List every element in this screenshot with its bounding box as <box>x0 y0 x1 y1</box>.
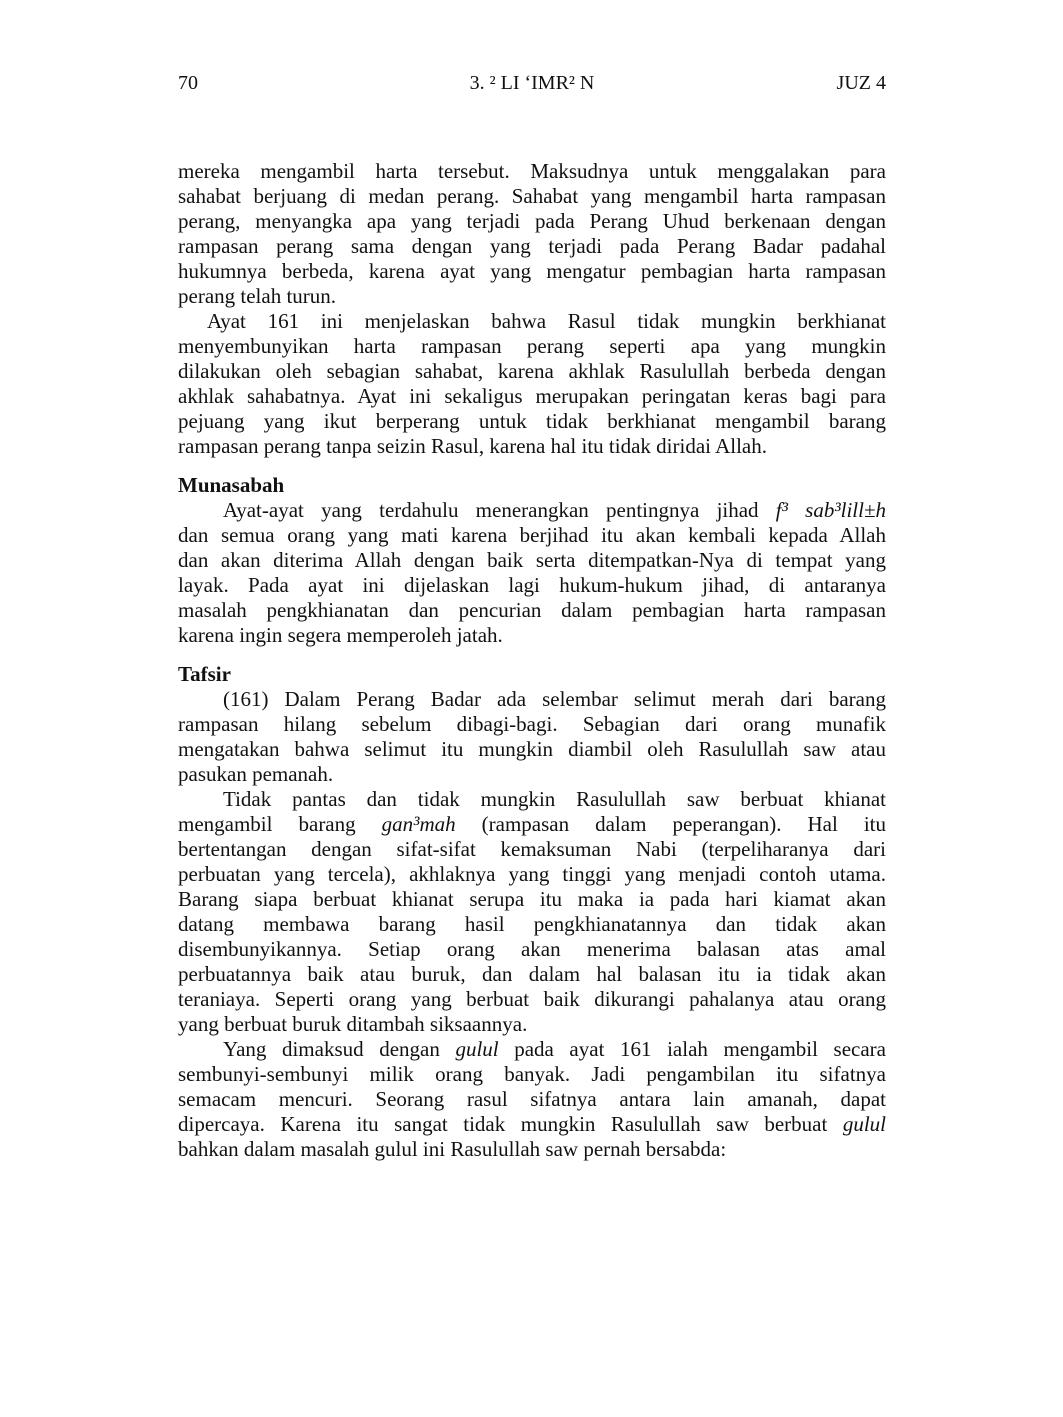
text-line <box>178 962 886 987</box>
text-line <box>178 498 886 523</box>
text-line <box>178 1087 886 1112</box>
text-run: sahabat berjuang di medan perang. Sahabat yang mengambil harta rampasan <box>178 184 886 208</box>
text-run: pasukan pemanah. <box>178 762 334 786</box>
text-run: bahkan dalam masalah gulul ini Rasulullah saw pernah bersabda: <box>178 1137 727 1161</box>
page-body <box>178 159 886 1162</box>
text-run: hukumnya berbeda, karena ayat yang mengatur pembagian harta rampasan <box>178 259 886 283</box>
italic-term: f³ sab³lill±h <box>775 498 886 522</box>
text-line <box>178 762 886 787</box>
text-run: teraniaya. Seperti orang yang berbuat baik dikurangi pahalanya atau orang <box>178 987 886 1011</box>
text-run: pejuang yang ikut berperang untuk tidak berkhianat mengambil barang <box>178 409 886 433</box>
text-line <box>178 887 886 912</box>
text-run: dilakukan oleh sebagian sahabat, karena akhlak Rasulullah berbeda dengan <box>178 359 886 383</box>
text-line <box>178 1112 886 1137</box>
text-run: karena ingin segera memperoleh jatah. <box>178 623 503 647</box>
text-line <box>178 409 886 434</box>
text-run: rampasan hilang sebelum dibagi-bagi. Sebagian dari orang munafik <box>178 712 886 736</box>
text-run: masalah pengkhianatan dan pencurian dalam pembagian harta rampasan <box>178 598 886 622</box>
text-run: dipercaya. Karena itu sangat tidak mungkin Rasulullah saw berbuat <box>178 1112 843 1136</box>
text-run: mengambil barang <box>178 812 382 836</box>
text-line <box>178 623 886 648</box>
text-line <box>178 259 886 284</box>
text-run: disembunyikannya. Setiap orang akan menerima balasan atas amal <box>178 937 886 961</box>
page-number: 70 <box>178 72 198 94</box>
text-line <box>178 284 886 309</box>
text-run: datang membawa barang hasil pengkhianatannya dan tidak akan <box>178 912 886 936</box>
text-line <box>178 912 886 937</box>
text-line <box>178 812 886 837</box>
text-run: bertentangan dengan sifat-sifat kemaksuman Nabi (terpeliharanya dari <box>178 837 886 861</box>
text-run: yang berbuat buruk ditambah siksaannya. <box>178 1012 528 1036</box>
text-line <box>178 434 886 459</box>
text-line <box>178 1012 886 1037</box>
text-line <box>178 309 886 334</box>
section-heading: Munasabah <box>178 473 285 497</box>
text-line <box>178 712 886 737</box>
text-run: menyembunyikan harta rampasan perang seperti apa yang mungkin <box>178 334 886 358</box>
section-heading: Tafsir <box>178 662 231 686</box>
text-run: pada ayat 161 ialah mengambil secara <box>498 1037 886 1061</box>
text-line <box>178 548 886 573</box>
text-line <box>178 384 886 409</box>
text-run: rampasan perang sama dengan yang terjadi pada Perang Badar padahal <box>178 234 886 258</box>
italic-term: gulul <box>842 1112 886 1136</box>
text-line <box>178 837 886 862</box>
paragraph <box>178 498 886 648</box>
text-line <box>178 209 886 234</box>
text-line <box>178 334 886 359</box>
italic-term: gulul <box>455 1037 499 1061</box>
text-run: sembunyi-sembunyi milik orang banyak. Jadi pengambilan itu sifatnya <box>178 1062 886 1086</box>
text-run: Tidak pantas dan tidak mungkin Rasulullah saw berbuat khianat <box>223 787 886 811</box>
text-run: (161) Dalam Perang Badar ada selembar selimut merah dari barang <box>223 687 886 711</box>
text-line <box>178 1062 886 1087</box>
text-run: dan semua orang yang mati karena berjihad itu akan kembali kepada Allah <box>178 523 886 547</box>
text-run: perbuatan yang tercela), akhlaknya yang tinggi yang menjadi contoh utama. <box>178 862 886 886</box>
text-line <box>178 234 886 259</box>
chapter-title: 3. ² LI ‘IMR² N <box>469 72 595 94</box>
text-line <box>178 598 886 623</box>
text-line <box>178 737 886 762</box>
text-run: mengatakan bahwa selimut itu mungkin diambil oleh Rasulullah saw atau <box>178 737 886 761</box>
paragraph <box>178 787 886 1037</box>
text-run: Ayat-ayat yang terdahulu menerangkan pentingnya jihad <box>223 498 776 522</box>
paragraph <box>178 159 886 309</box>
text-line <box>178 937 886 962</box>
running-header <box>178 72 886 98</box>
text-run: mereka mengambil harta tersebut. Maksudnya untuk menggalakan para <box>178 159 886 183</box>
text-run: Barang siapa berbuat khianat serupa itu maka ia pada hari kiamat akan <box>178 887 886 911</box>
text-run: Yang dimaksud dengan <box>223 1037 456 1061</box>
text-run: Ayat 161 ini menjelaskan bahwa Rasul tidak mungkin berkhianat <box>207 309 886 333</box>
text-run: rampasan perang tanpa seizin Rasul, karena hal itu tidak diridai Allah. <box>178 434 767 458</box>
text-line <box>178 787 886 812</box>
paragraph <box>178 1037 886 1162</box>
text-run: (rampasan dalam peperangan). Hal itu <box>455 812 886 836</box>
text-run: dan akan diterima Allah dengan baik serta ditempatkan-Nya di tempat yang <box>178 548 886 572</box>
text-run: semacam mencuri. Seorang rasul sifatnya antara lain amanah, dapat <box>178 1087 886 1111</box>
text-line <box>178 987 886 1012</box>
text-line <box>178 687 886 712</box>
juz-label: JUZ 4 <box>836 72 886 94</box>
text-line <box>178 523 886 548</box>
text-run: perbuatannya baik atau buruk, dan dalam hal balasan itu ia tidak akan <box>178 962 886 986</box>
text-run: akhlak sahabatnya. Ayat ini sekaligus merupakan peringatan keras bagi para <box>178 384 886 408</box>
text-run: layak. Pada ayat ini dijelaskan lagi hukum-hukum jihad, di antaranya <box>178 573 886 597</box>
paragraph <box>178 309 886 459</box>
text-line <box>178 1137 886 1162</box>
text-line <box>178 159 886 184</box>
paragraph <box>178 687 886 787</box>
text-line <box>178 573 886 598</box>
text-line <box>178 1037 886 1062</box>
italic-term: gan³mah <box>381 812 456 836</box>
text-line <box>178 359 886 384</box>
text-line <box>178 184 886 209</box>
text-run: perang telah turun. <box>178 284 337 308</box>
text-line <box>178 862 886 887</box>
text-run: perang, menyangka apa yang terjadi pada Perang Uhud berkenaan dengan <box>178 209 886 233</box>
